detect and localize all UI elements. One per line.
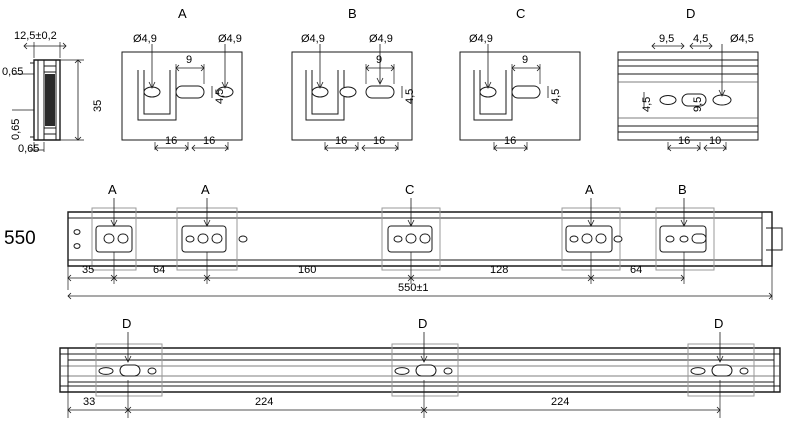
detail-a-slot-height-label: 4,5 [214,88,226,104]
detail-title-b: B [348,6,357,21]
detail-d-dim-b-label: 4,5 [693,33,709,45]
detail-d-pitch-1-label: 16 [678,135,691,147]
detail-a-hole-right-label: Ø4,9 [218,33,242,45]
detail-title-a: A [178,6,187,21]
detail-d-dim-a-label: 9,5 [659,33,675,45]
main-dim-3: 160 [298,264,317,276]
detail-c-pitch-1-label: 16 [504,135,517,147]
detail-c-slot-height-label: 4,5 [550,88,562,104]
main-mark-2: A [201,182,210,197]
detail-b-hole-left-label: Ø4,9 [301,33,325,45]
detail-b-pitch-1-label: 16 [335,135,348,147]
bottom-rail-view [60,332,780,418]
profile-thickness-mid-label: 0,65 [10,118,22,140]
main-dim-5: 64 [630,264,643,276]
detail-view-c [460,44,580,151]
detail-a-pitch-1-label: 16 [165,135,178,147]
profile-height-label: 35 [92,99,104,112]
detail-b-pitch-2-label: 16 [373,135,386,147]
detail-a-hole-left-label: Ø4,9 [133,33,157,45]
detail-b-hole-right-label: Ø4,9 [369,33,393,45]
detail-b-slot-len-label: 9 [376,54,383,66]
detail-b-slot-height-label: 4,5 [404,88,416,104]
rail-length-label: 550 [4,228,36,249]
detail-title-d: D [686,6,696,21]
detail-a-pitch-2-label: 16 [203,135,216,147]
main-mark-5: B [678,182,687,197]
main-dim-4: 128 [490,264,509,276]
main-mark-1: A [108,182,117,197]
bottom-mark-3: D [714,316,724,331]
bottom-dim-3: 224 [551,396,570,408]
main-dim-2: 64 [153,264,166,276]
bottom-mark-1: D [122,316,132,331]
profile-thickness-bottom-label: 0,65 [18,143,40,155]
detail-d-slot-height-label: 4,5 [641,96,653,112]
detail-d-pitch-2-label: 10 [709,135,722,147]
detail-c-slot-len-label: 9 [522,54,529,66]
bottom-mark-2: D [418,316,428,331]
detail-title-c: C [516,6,526,21]
profile-width-label: 12,5±0,2 [14,30,57,42]
main-overall-dim: 550±1 [398,282,429,294]
detail-d-hole-right-label: Ø4,5 [730,33,754,45]
detail-a-slot-len-label: 9 [186,54,193,66]
main-mark-4: A [585,182,594,197]
main-dim-1: 35 [82,264,95,276]
detail-d-slot-label: 9,5 [692,96,704,112]
bottom-dim-2: 224 [255,396,274,408]
section-profile [12,42,84,152]
main-mark-3: C [405,182,415,197]
detail-c-hole-left-label: Ø4,9 [469,33,493,45]
profile-thickness-top-label: 0,65 [2,66,24,78]
bottom-dim-1: 33 [83,396,96,408]
detail-view-b [292,44,412,151]
